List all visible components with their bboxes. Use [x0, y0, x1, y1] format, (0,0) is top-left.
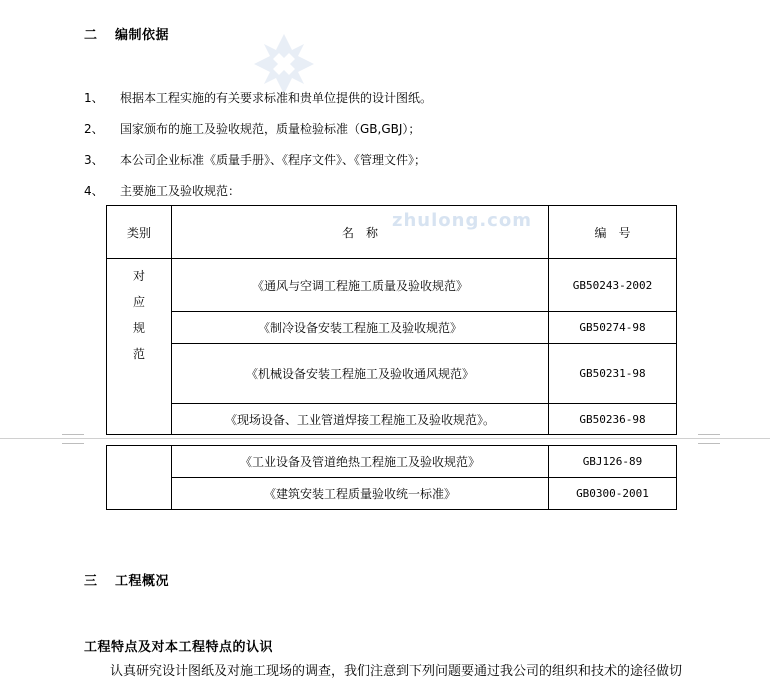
standard-code: GBJ126-89: [549, 446, 677, 478]
standards-table-continued: [106, 445, 677, 510]
table-row: [107, 259, 677, 312]
standard-code: GB50274-98: [549, 312, 677, 344]
section-number: 二: [84, 28, 98, 43]
section-number: 三: [84, 574, 98, 589]
table-row: [107, 312, 677, 344]
header-code: 编 号: [549, 206, 677, 259]
watermark-logo-icon: [252, 32, 316, 96]
list-item: [84, 151, 426, 168]
category-cell: [107, 446, 172, 510]
standards-table: [106, 205, 677, 435]
watermark-text: zhulong.com: [392, 210, 532, 231]
standard-name: 《制冷设备安装工程施工及验收规范》: [172, 312, 549, 344]
page-break-marker-right: [698, 434, 720, 444]
standard-code: GB0300-2001: [549, 478, 677, 510]
body-paragraph: 认真研究设计图纸及对施工现场的调查，我们注意到下列问题要通过我公司的组织和技术的途径做切: [110, 664, 683, 679]
section-title: 工程概况: [115, 574, 170, 589]
item-text: 根据本工程实施的有关要求标准和贵单位提供的设计图纸。: [120, 91, 433, 105]
item-number: 3、: [84, 153, 104, 167]
section-title: 编制依据: [115, 28, 170, 43]
standard-name: 《机械设备安装工程施工及验收通风规范》: [172, 344, 549, 404]
standard-name: 《现场设备、工业管道焊接工程施工及验收规范》。: [172, 404, 549, 435]
header-category: 类别: [107, 206, 172, 259]
item-text: 本公司企业标准《质量手册》、《程序文件》、《管理文件》；: [120, 153, 427, 167]
standard-code: GB50236-98: [549, 404, 677, 435]
category-char: 范: [132, 347, 145, 361]
item-text: 国家颁布的施工及验收规范，质量检验标准（GB,GBJ）；: [120, 122, 421, 136]
section-heading-2: [84, 24, 169, 43]
item-text: 主要施工及验收规范：: [120, 184, 241, 198]
header-name: 名 称: [172, 206, 549, 259]
category-char: 对: [132, 269, 145, 283]
item-number: 1、: [84, 91, 104, 105]
table-row: [107, 344, 677, 404]
item-number: 2、: [84, 122, 104, 136]
subheading: 工程特点及对本工程特点的认识: [84, 640, 274, 655]
page-break-marker-left: [62, 434, 84, 444]
table-header-row: [107, 206, 677, 259]
table-row: [107, 446, 677, 478]
category-char: 规: [132, 321, 145, 335]
list-item: [84, 182, 240, 199]
section-heading-3: [84, 570, 169, 589]
standard-name: 《工业设备及管道绝热工程施工及验收规范》: [172, 446, 549, 478]
table-row: [107, 404, 677, 435]
category-cell: [107, 259, 172, 435]
standard-name: 《建筑安装工程质量验收统一标准》: [172, 478, 549, 510]
list-item: [84, 120, 420, 137]
standard-code: GB50231-98: [549, 344, 677, 404]
category-char: 应: [132, 295, 145, 309]
standard-code: GB50243-2002: [549, 259, 677, 312]
item-number: 4、: [84, 184, 104, 198]
table-row: [107, 478, 677, 510]
list-item: [84, 89, 432, 106]
page-break-line: [0, 438, 770, 439]
standard-name: 《通风与空调工程施工质量及验收规范》: [172, 259, 549, 312]
